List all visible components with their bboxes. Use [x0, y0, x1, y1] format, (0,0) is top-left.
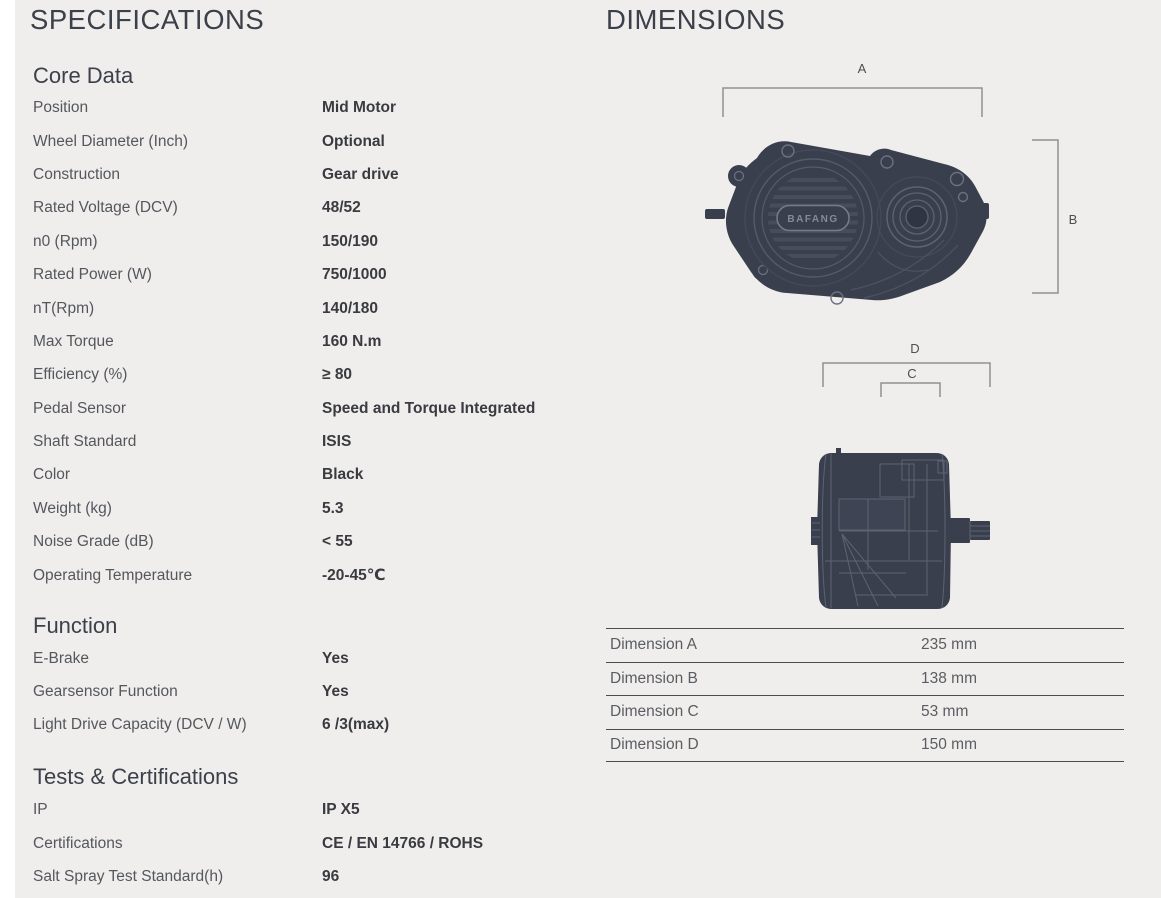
dimension-table [606, 628, 1124, 762]
spec-label: Weight (kg) [33, 499, 112, 517]
spec-value: 150/190 [322, 232, 379, 250]
dimensions-title: DIMENSIONS [606, 4, 786, 35]
spec-value: 140/180 [322, 299, 379, 317]
motor-top-view-drawing [811, 448, 990, 609]
specifications-title: SPECIFICATIONS [30, 4, 265, 35]
spec-value: Mid Motor [322, 99, 397, 117]
spec-row-shaft-standard [33, 425, 593, 458]
spec-row-nt-rpm [33, 292, 593, 325]
spec-value: 5.3 [322, 499, 344, 517]
spec-value: IP X5 [322, 801, 360, 819]
spec-label: IP [33, 801, 48, 819]
spec-row-noise-grade [33, 526, 593, 559]
spec-row-rated-voltage [33, 192, 593, 225]
section-heading-core-data: Core Data [33, 63, 134, 88]
spec-value: Yes [322, 683, 349, 701]
spec-row-wheel-diameter [33, 125, 593, 158]
spec-label: Operating Temperature [33, 566, 193, 584]
spec-row-rated-power [33, 258, 593, 291]
spec-row-gearsensor [33, 675, 593, 708]
dimension-bracket-b [1032, 140, 1058, 293]
spec-row-color [33, 459, 593, 492]
dimension-marker-b: B [1068, 212, 1078, 227]
spec-label: Position [33, 99, 89, 117]
function-rows [33, 642, 593, 742]
spec-label: Max Torque [33, 332, 114, 350]
spec-row-n0-rpm [33, 225, 593, 258]
table-row-dimension-a [606, 628, 1124, 662]
spec-value: < 55 [322, 533, 353, 551]
spec-row-position [33, 92, 593, 125]
dimension-label: Dimension D [610, 736, 699, 754]
spec-row-efficiency [33, 359, 593, 392]
spec-label: Gearsensor Function [33, 683, 178, 701]
section-heading-function: Function [33, 613, 118, 638]
spec-value: Black [322, 466, 364, 484]
tests-certifications-rows [33, 794, 593, 894]
spec-row-pedal-sensor [33, 392, 593, 425]
page-left-margin [0, 0, 15, 898]
dimension-value: 235 mm [921, 636, 977, 654]
spec-label: Salt Spray Test Standard(h) [33, 867, 224, 885]
dimension-marker-a: A [857, 61, 867, 76]
spec-label: Construction [33, 165, 121, 183]
spec-value: 48/52 [322, 199, 361, 217]
spec-value: 160 N.m [322, 332, 382, 350]
spec-row-salt-spray-test [33, 860, 593, 893]
spec-label: Noise Grade (dB) [33, 533, 154, 551]
spec-value: ISIS [322, 433, 352, 451]
spec-value: Speed and Torque Integrated [322, 399, 536, 417]
bafang-logo: BAFANG [787, 214, 839, 225]
section-heading-tests-certifications: Tests & Certifications [33, 764, 239, 789]
spec-value: Gear drive [322, 165, 399, 183]
spec-label: nT(Rpm) [33, 299, 95, 317]
spec-row-ip [33, 794, 593, 827]
spec-value: ≥ 80 [322, 366, 353, 384]
dimension-value: 150 mm [921, 736, 977, 754]
dimension-bracket-c [881, 383, 940, 397]
spec-value: 96 [322, 867, 340, 885]
table-row-dimension-b [606, 662, 1124, 696]
spec-label: Color [33, 466, 71, 484]
spec-value: 6 /3(max) [322, 716, 390, 734]
spec-label: Rated Voltage (DCV) [33, 199, 178, 217]
spec-label: n0 (Rpm) [33, 232, 98, 250]
spec-value: -20-45℃ [322, 567, 386, 585]
spec-row-e-brake [33, 642, 593, 675]
spec-label: Shaft Standard [33, 433, 137, 451]
spec-row-light-drive-capacity [33, 709, 593, 742]
spec-value: CE / EN 14766 / ROHS [322, 834, 484, 852]
dimension-label: Dimension A [610, 636, 698, 654]
spec-row-max-torque [33, 325, 593, 358]
dimension-value: 53 mm [921, 703, 969, 721]
spec-row-construction [33, 158, 593, 191]
core-data-rows [33, 92, 593, 593]
dimension-marker-c: C [907, 366, 917, 381]
spec-row-certifications [33, 827, 593, 860]
spec-value: Optional [322, 132, 385, 150]
spec-row-weight [33, 492, 593, 525]
spec-label: Wheel Diameter (Inch) [33, 132, 189, 150]
motor-dimension-drawing [606, 40, 1124, 625]
table-row-dimension-c [606, 695, 1124, 729]
spec-value: Yes [322, 649, 349, 667]
motor-side-view-drawing [705, 141, 989, 304]
dimension-label: Dimension B [610, 669, 698, 687]
spec-label: Efficiency (%) [33, 366, 128, 384]
spec-value: 750/1000 [322, 266, 387, 284]
dimension-bracket-a [723, 88, 982, 117]
spec-row-operating-temperature [33, 559, 593, 592]
spec-label: Certifications [33, 834, 123, 852]
spec-label: Pedal Sensor [33, 399, 127, 417]
dimension-marker-d: D [910, 341, 920, 356]
spec-label: Rated Power (W) [33, 266, 152, 284]
dimension-label: Dimension C [610, 703, 699, 721]
dimension-value: 138 mm [921, 669, 977, 687]
spec-label: Light Drive Capacity (DCV / W) [33, 716, 247, 734]
spec-label: E-Brake [33, 649, 89, 667]
table-row-dimension-d [606, 729, 1124, 763]
